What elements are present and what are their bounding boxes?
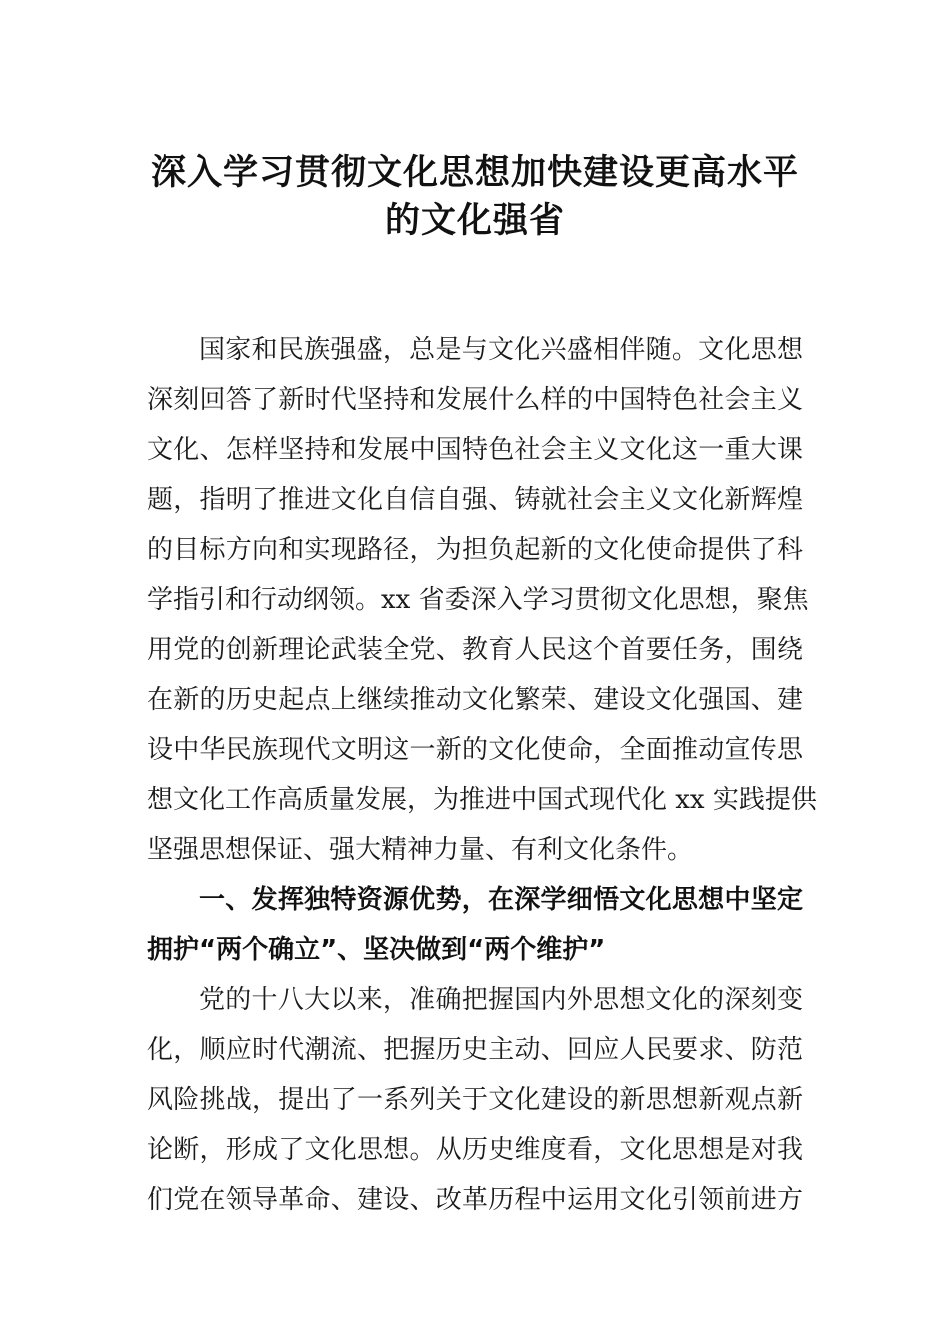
paragraph-line: 风险挑战，提出了一系列关于文化建设的新思想新观点新 [147,1085,803,1115]
paragraph-line: 的目标方向和实现路径，为担负起新的文化使命提供了科 [147,535,803,565]
section-heading-line-2: 拥护“两个确立”、坚决做到“两个维护” [147,935,606,965]
paragraph-line: 用党的创新理论武装全党、教育人民这个首要任务，围绕 [147,635,803,665]
document-title-line-1: 深入学习贯彻文化思想加快建设更高水平 [150,152,799,193]
paragraph-line: 论断，形成了文化思想。从历史维度看，文化思想是对我 [147,1135,803,1165]
paragraph-line: 题，指明了推进文化自信自强、铸就社会主义文化新辉煌 [147,485,803,515]
paragraph-line: 设中华民族现代文明这一新的文化使命，全面推动宣传思 [147,735,803,765]
paragraph-line: 们党在领导革命、建设、改革历程中运用文化引领前进方 [147,1185,803,1215]
paragraph-line: 国家和民族强盛，总是与文化兴盛相伴随。文化思想 [199,335,803,365]
section-heading-line-1: 一、发挥独特资源优势，在深学细悟文化思想中坚定 [199,885,803,915]
paragraph-line: 想文化工作高质量发展，为推进中国式现代化 xx 实践提供 [147,785,817,815]
paragraph-line: 化，顺应时代潮流、把握历史主动、回应人民要求、防范 [147,1035,803,1065]
paragraph-line: 坚强思想保证、强大精神力量、有利文化条件。 [147,835,694,865]
paragraph-line: 在新的历史起点上继续推动文化繁荣、建设文化强国、建 [147,685,803,715]
paragraph-line: 文化、怎样坚持和发展中国特色社会主义文化这一重大课 [147,435,803,465]
paragraph-line: 学指引和行动纲领。xx 省委深入学习贯彻文化思想，聚焦 [147,585,809,615]
paragraph-line: 深刻回答了新时代坚持和发展什么样的中国特色社会主义 [147,385,803,415]
paragraph-line: 党的十八大以来，准确把握国内外思想文化的深刻变 [199,985,803,1015]
document-title-line-2: 的文化强省 [384,200,565,241]
